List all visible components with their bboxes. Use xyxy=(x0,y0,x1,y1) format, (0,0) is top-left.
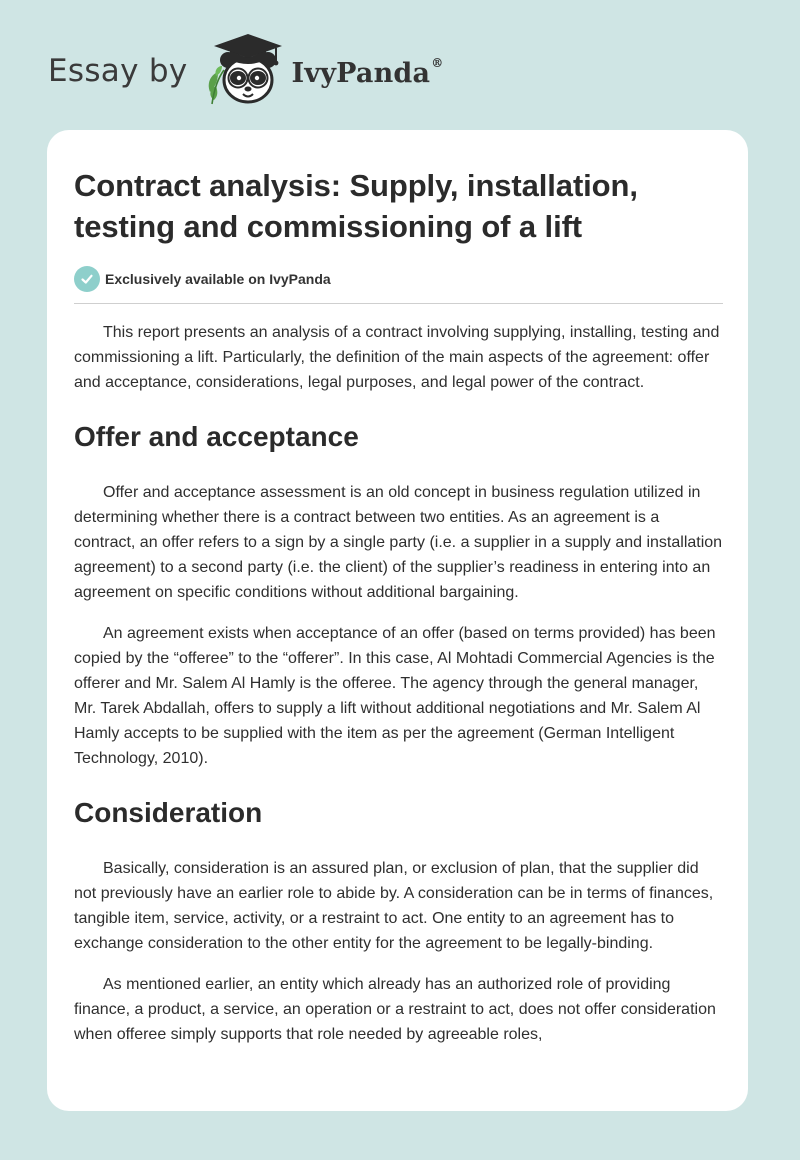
essay-by-label: Essay by xyxy=(48,53,188,89)
section-heading-offer: Offer and acceptance xyxy=(74,421,359,452)
brand-name[interactable]: IvyPanda® xyxy=(291,55,444,89)
essay-content xyxy=(74,165,724,1047)
section-heading-consideration: Consideration xyxy=(74,797,263,828)
paragraph: As mentioned earlier, an entity which already has an authorized role of providing finance, a product, a service, an operation or a restraint to act, does not offer consideration when offeree simply supports that role needed by agreeable roles, xyxy=(74,976,716,1043)
exclusive-label: Exclusively available on IvyPanda xyxy=(105,271,331,287)
registered-mark: ® xyxy=(431,55,444,70)
panda-graduate-icon[interactable] xyxy=(202,30,288,110)
check-icon xyxy=(74,266,100,292)
page-title: Contract analysis: Supply, installation, testing and commissioning of a lift xyxy=(74,168,638,244)
exclusive-badge xyxy=(74,265,724,293)
intro-paragraph: This report presents an analysis of a contract involving supplying, installing, testing and commissioning a lift. Particularly, the definition of the main aspects of the agreement: offer and acceptance, considerations, legal purposes, and legal power of the contract. xyxy=(74,324,720,391)
paragraph: Offer and acceptance assessment is an old concept in business regulation utilized in determining whether there is a contract between two entities. As an agreement is a contract, an offer refers to a sign by a single party (i.e. a supplier in a supply and installation agreement) to a second party (i.e. the client) of the supplier’s readiness in entering into an agreement on specific conditions without additional bargaining. xyxy=(74,484,723,601)
divider xyxy=(74,303,723,304)
site-header xyxy=(48,30,443,110)
paragraph: An agreement exists when acceptance of an offer (based on terms provided) has been copied by the “offeree” to the “offerer”. In this case, Al Mohtadi Commercial Agencies is the offerer and Mr. Salem Al Hamly is the offeree. The agency through the general manager, Mr. Tarek Abdallah, offers to supply a lift without additional negotiations and Mr. Salem Al Hamly accepts to be supplied with the item as per the agreement (German Intelligent Technology, 2010). xyxy=(74,625,716,767)
essay-card xyxy=(47,130,748,1111)
paragraph: Basically, consideration is an assured plan, or exclusion of plan, that the supplier did not previously have an earlier role to abide by. A consideration can be in terms of finances, tangible item, service, activity, or a restraint to act. One entity to an agreement has to exchange consideration to the other entity for the agreement to be legally-binding. xyxy=(74,860,714,952)
